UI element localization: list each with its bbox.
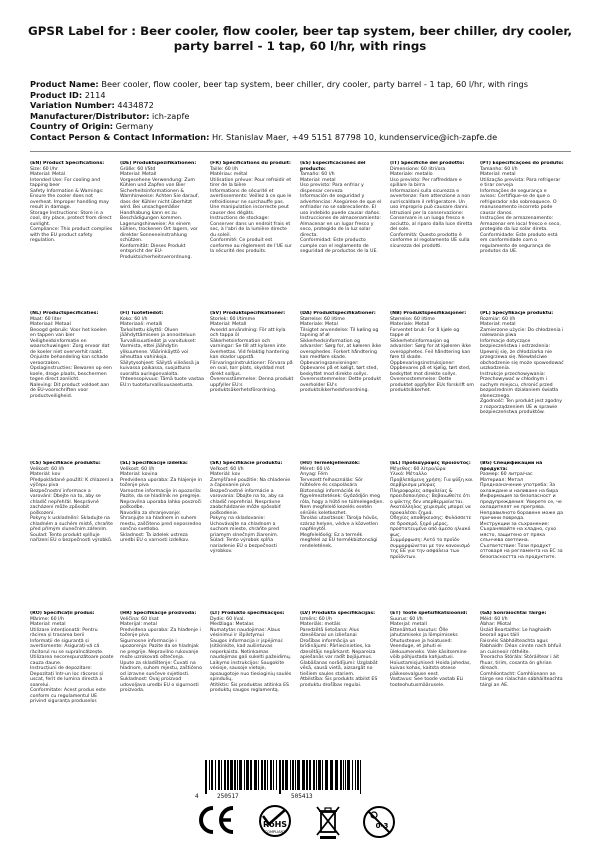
product-name-row: Product Name: Beer cooler, flow cooler, beer tap system, beer chiller, dry cooler, party barrel - 1 tap, 60 l/hr, with rings	[30, 79, 528, 89]
spec-cell	[210, 161, 300, 311]
spec-body: Velikost: 60 l/h Material: kovina Predvidena uporaba: Za hlajenje in točenje piva Varnostne informacije in opozorila: Pazite, da se hladilnik ne pregreje. Nepravilna uporaba lahko povzroči poškodbe. Navodila za shranjevanje: Shranjujte na hladnem in suhem mestu, zaščiteno pred neposredno sončno svetlobo. Skladnost: Ta izdelek ustreza uredbi EU o varnosti izdelkov.	[120, 466, 203, 543]
spec-cell	[210, 311, 300, 461]
spec-heading: (EN) Product Specifications:	[30, 161, 105, 166]
barcode-bar	[282, 760, 284, 790]
product-name: Beer cooler, flow cooler, beer tap system, beer chiller, dry cooler, party barrel - 1 tap, 60 l/hr, with rings	[101, 79, 528, 89]
barcode-bar	[340, 760, 342, 790]
variation-number: 4434872	[117, 100, 154, 111]
spec-body: Suurus: 60 l/h Materjal: metall Ettenähtud kasutus: Õlle jahutamiseks ja lõmpimiseks Ohutusteave ja hoiatused: Veenduge, et jahuti ei ülekuumeneks. Vale käsitsemine võib põhjustada kahjustusi. Hoiustamisjuhised: Hoida jahedas, kuivas kohas, kaitsta otsese päikesevalguse eest. Vastavus: See toode vastab ELi tooteohutusmäärusele.	[390, 616, 471, 688]
barcode-bar	[230, 760, 233, 790]
barcode-bar	[345, 760, 346, 790]
spec-heading: (NB) Produktspesifikasjoner:	[390, 311, 467, 316]
barcode-bar	[267, 760, 268, 790]
barcode-bar	[279, 760, 281, 794]
spec-cell	[480, 161, 570, 311]
barcode-bar	[309, 760, 311, 790]
spec-body: Méret: 60 l/ó Anyag: Fém Tervezett felhasználás: Sör hűtésére és csapolására Biztonsági információk és figyelmeztetések: Győződjön meg róla, hogy a hűtő ne túlmelegedjen. Nem megfelelő kezelés esetén sérülés keletkezhet. Tárolási utasítások: Tárolja hűvös, száraz helyen, védve a közvetlen napfénytől. Megfelelőség: Ez a termék megfelel az EU termékbiztonsági rendeletének.	[300, 466, 384, 549]
spec-cell	[300, 461, 390, 611]
ce-mark-icon	[195, 804, 237, 836]
barcode-digit-first: 4	[195, 793, 199, 800]
spec-heading: (EL) Προδιαγραφές προϊόντος:	[390, 461, 471, 466]
spec-cell	[210, 461, 300, 611]
spec-body: Størrelse: 60 l/time Materiale: Metall Forventet bruk: For å kjøle og tappe øl Sikkerhetsinformasjon og advarsler: Sørg for at kjøleren ikke overopphetes. Feil håndtering kan føre til skade. Oppbevaringsinstruksjoner: Oppbevares på et kjølig, tørt sted, beskyttet mot direkte sollys. Overensstemmelse: Dette produktet oppfyller EUs forskrift om produktsikkerhet.	[390, 316, 474, 393]
spec-heading: (NL) Productspecificaties:	[30, 311, 99, 316]
barcode-bar	[316, 760, 317, 790]
barcode-bar	[325, 760, 328, 790]
barcode-bar	[330, 760, 333, 790]
barcode-bar	[313, 760, 315, 790]
spec-heading: (CS) Specifikace produktu:	[30, 461, 101, 466]
spec-heading: (PL) Specyfikacje produktu:	[480, 311, 554, 316]
barcode-bar	[290, 760, 291, 790]
spec-cell	[480, 461, 570, 611]
barcode-bar	[205, 760, 207, 794]
barcode-bar	[239, 760, 242, 790]
spec-heading: (LT) Produkto specifikacijos:	[210, 611, 285, 616]
spec-heading: (GA) Sonraíochtaí Táirge:	[480, 611, 547, 616]
barcode-bar	[211, 760, 213, 790]
page-title: GPSR Label for : Beer cooler, flow cooler, beer tap system, beer chiller, dry cooler, party barrel - 1 tap, 60 l/hr, with rings	[28, 24, 572, 53]
barcode-bar	[352, 760, 353, 790]
spec-cell	[300, 611, 390, 761]
barcode-bar	[224, 760, 226, 790]
spec-cell	[390, 461, 480, 611]
divider	[30, 151, 571, 152]
rohs-icon	[253, 804, 297, 840]
barcode-bar	[261, 760, 263, 790]
spec-heading: (ET) Toote spetsifikatsioonid:	[390, 611, 468, 616]
spec-heading: (FI) Tuotetiedot:	[120, 311, 164, 316]
origin-row: Country of Origin: Germany	[30, 121, 154, 132]
spec-body: Размер: 60 литра/час Материал: Метал Предназначение употреба: За охлаждане и наливане на бира Информация за безопасност и предупреждения: Уверете се, че охладителят не прегрява. Неправилното боравене може да причини повреда. Инструкции за съхранение: Съхранявайте на хладно, сухо място, защитено от пряка слънчева светлина. Съответствие: Този продукт отговаря на регламента на ЕС за безопасността на продуктите.	[480, 472, 563, 560]
barcode-bar	[215, 760, 216, 790]
spec-cell	[30, 311, 120, 461]
spec-body: Tamaño: 60 l/h Material: metal Uso previsto: Para enfriar y dispensar cerveza Información de seguridad y advertencias: Asegúrese de que el enfriador no se sobrecaliente. El uso indebido puede causar daños. Instrucciones de almacenamiento: Almacenar en un lugar fresco y seco, protegido de la luz solar directa. Conformidad: Este producto cumple con el reglamento de seguridad de productos de la UE.	[300, 172, 382, 254]
manufacturer-row: Manufacturer/Distributor: ich-zapfe	[30, 110, 190, 121]
barcode-bar	[273, 760, 274, 790]
spec-heading: (SV) Produktspecifikationer:	[210, 311, 286, 316]
spec-body: Größe: 60 l/Std Material: Metall Vorgesehene Verwendung: Zum Kühlen und Zapfen von Bier Sicherheitsinformationen & Warnhinweise: Achten Sie darauf, dass der Kühler nicht überhitzt wird. Bei unsachgemäßer Handhabung kann es zu Beschädigungen kommen. Lagerungshinweise: An einem kühlen, trockenen Ort lagern, vor direkter Sonneneinstrahlung schützen. Konformität: Dieses Produkt entspricht der EU-Produktsicherheitsverordnung.	[120, 166, 199, 260]
spec-body: Size: 60 l/hr Material: Metal Intended Use: For cooling and tapping beer Safety Information & Warnings: Ensure the cooler does not overheat. Improper handling may result in damage. Storage Instructions: Store in a cool, dry place, protect from direct sunlight. Compliance: This product complies with the EU product safety regulation.	[30, 166, 113, 243]
barcode-bar	[227, 760, 229, 790]
trash-bin-crossed-icon	[313, 804, 343, 840]
spec-cell	[390, 611, 480, 761]
spec-heading: (LV) Produkta specifikācijas:	[300, 611, 375, 616]
spec-body: Storlek: 60 l/timme Material: Metall Avsedd användning: För att kyla och tappa öl Säkerhetsinformation och varningar: Se till att kylaren inte överhettas. Vid felaktig hantering kan skador uppstå. Förvaringsinstruktioner: Förvara på en sval, torr plats, skyddad mot direkt solljus. Överensstämmelse: Denna produkt uppfyller EU:s produktsäkerhetsförordning.	[210, 316, 294, 393]
spec-cell	[210, 611, 300, 761]
spec-heading: (PT) Especificações do produto:	[480, 161, 564, 166]
barcode-bar	[322, 760, 323, 790]
barcode-bars	[195, 760, 365, 794]
barcode-bar	[237, 760, 238, 790]
barcode-bar	[258, 760, 259, 790]
barcode-bar	[302, 760, 305, 790]
spec-heading: (IT) Specifiche del prodotto:	[390, 161, 465, 166]
rohs-text: RoHS	[262, 820, 288, 829]
spec-heading: (SK) Špecifikácie produktu:	[210, 461, 283, 466]
spec-cell	[120, 611, 210, 761]
spec-heading: (FR) Spécifications du produit:	[210, 161, 291, 166]
barcode-bar	[347, 760, 350, 790]
barcode-bar	[276, 760, 277, 790]
barcode-bar	[270, 760, 272, 790]
barcode-bar	[343, 760, 344, 790]
barcode-bar	[221, 760, 222, 790]
spec-heading: (HU) Termékjellemzők:	[300, 461, 360, 466]
spec-heading: (DA) Produktspecifikationer:	[300, 311, 376, 316]
compliance-icons	[195, 804, 415, 844]
barcode-bar	[292, 760, 294, 790]
spec-cell	[120, 311, 210, 461]
spec-cell	[30, 461, 120, 611]
barcode-bar	[297, 760, 300, 790]
barcode-bar	[234, 760, 236, 790]
barcode-bar	[295, 760, 296, 790]
spec-body: Mărime: 60 l/h Material: metal Utilizare intenționată: Pentru răcirea și trasarea berii Informații de siguranță și avertismente: Asigurați-vă că răcitorul nu se supraîncălzește. Utilizarea necorespunzătoare poate cauza daune. Instrucțiuni de depozitare: Depozitați într-un loc răcoros și uscat, ferit de lumina directă a soarelui. Conformitate: Acest produs este conform cu regulamentul UE privind siguranța produselor.	[30, 616, 114, 704]
spec-heading: (ES) Especificaciones del producto:	[300, 161, 366, 172]
product-id-row: Product ID: 2114	[30, 89, 106, 100]
barcode	[195, 760, 365, 800]
barcode-bar	[306, 760, 308, 790]
barcode-digits-right: 505413	[291, 793, 313, 800]
product-info	[30, 79, 575, 143]
barcode-bar	[244, 760, 245, 790]
spec-body: Veľkosť: 60 l/h Materiál: kov Zamýšľané použitie: Na chladenie a čapovanie piva Bezpečnostné informácie a varovania: Dbajte na to, aby sa chladič neprehrial. Nesprávne zaobchádzanie môže spôsobiť poškodenie. Pokyny na skladovanie: Uchovávajte na chladnom a suchom mieste, chráňte pred priamym slnečným žiarením. Súlad: Tento výrobok spĺňa nariadenie EÚ o bezpečnosti výrobkov.	[210, 466, 291, 554]
spec-body: Maat: 60 liter Materiaal: Metaal Beoogd gebruik: Voor het koelen en tappen van bier Veiligheidsinformatie en waarschuwingen: Zorg ervoor dat de koeler niet oververhit raakt. Onjuiste behandeling kan schade veroorzaken. Opslaginstructies: Bewaren op een koele, droge plaats, beschermen tegen direct zonlicht. Naleving: Dit product voldoet aan de EU-voorschriften voor productveiligheid.	[30, 316, 112, 399]
spec-heading: (DE) Produktspezifikationen:	[120, 161, 197, 166]
spec-cell	[390, 311, 480, 461]
spec-body: Dydis: 60 l/val. Medžiaga: Metalas Numatytas naudojimas: Alaus vėsinimui ir išpilstymui Saugos informacija ir įspėjimai: Įsitikinkite, kad aušintuvas neperkaista. Netinkamas naudojimas gali sukelti pažeidimų. Laikymo instrukcijos: Saugokite vėsioje, sausoje vietoje, apsaugotoje nuo tiesioginių saulės spindulių. Atitiktis: Šis produktas atitinka ES produktų saugos reglamentą.	[210, 616, 292, 693]
spec-body: Dimensione: 60 litri/ora Materiale: metallo Uso previsto: Per raffreddare e spillare la birra Informazioni sulla sicurezza e avvertenze: Fare attenzione a non surriscaldare il refrigeratore. Un uso improprio può causare danni. Istruzioni per la conservazione: Conservare in un luogo fresco e asciutto, al riparo dalla luce diretta del sole. Conformità: Questo prodotto è conforme al regolamento UE sulla sicurezza dei prodotti.	[390, 166, 473, 249]
barcode-bar	[209, 760, 210, 790]
barcode-bar	[357, 760, 359, 790]
rohs-subtext: COMPLIANT	[264, 830, 286, 834]
barcode-bar	[254, 760, 257, 790]
spec-cell	[480, 311, 570, 461]
spec-body: Izmērs: 60 l/h Materiāls: metāls Paredzētā lietošana: Alus dzesēšanai un izliešanai Drošības informācija un brīdinājumi: Pārliecinieties, ka dzesētājs nepārkarst. Nepareiza apiešanās var radīt bojājumus. Glabāšanas norādījumi: Uzglabāt vēsā, sausā vietā, aizsargāt no tiešiem saules stariem. Atbilstība: Šis produkts atbilst ES produktu drošības regulai.	[300, 616, 378, 688]
contact-row: Contact Person & Contact Information: Hr. Stanislav Maer, +49 5151 87798 10, kundenservice@ich-zapfe.de	[30, 131, 498, 142]
barcode-bar	[218, 760, 220, 790]
contact-info: Hr. Stanislav Maer, +49 5151 87798 10, kundenservice@ich-zapfe.de	[212, 131, 498, 142]
barcode-bar	[264, 760, 266, 790]
spec-cell	[30, 611, 120, 761]
spec-cell	[480, 611, 570, 761]
spec-body: Størrelse: 60 l/time Materiale: Metal Tilsigtet anvendelse: Til køling og tapning af øl Sikkerhedsinformation og advarsler: Sørg for, at køleren ikke overophedes. Forkert håndtering kan medføre skade. Opbevaringsanvisninger: Opbevares på et køligt, tørt sted, beskyttet mod direkte sollys. Overensstemmelse: Dette produkt overholder EU's produktsikkerhedsforordning.	[300, 316, 382, 393]
barcode-bar	[335, 760, 338, 790]
spec-body: Méid: 60 l/h Ábhar: Miotal Úsáid Beartaithe: Le haghaidh beoraíl agus táilí Faisnéis Sábháilteachta agus Rabhaidh: Déan cinnte nach bhfuil an cuisneoir róthéite. Treoracha Stórála: Stóráiltear i áit fhuar, tirim, cosanta ón ghrian díreach. Comhlíontacht: Comhlíonann an táirge seo rialachán sábháilteachta táirgí an AE.	[480, 616, 563, 688]
spec-heading: (SL) Specifikacije izdelka:	[120, 461, 188, 466]
spec-body: Veličina: 60 l/sat Materijal: metal Predviđena uporaba: Za hlađenje i točenje piva Sigurnosne informacije i upozorenja: Pazite da se hladnjak ne pregrije. Nepravilno rukovanje može uzrokovati oštećenja. Upute za skladištenje: Čuvati na hladnom, suhom mjestu, zaštićeno od izravne sunčeve svjetlosti. Sukladnost: Ovaj proizvod udovoljava uredbi EU o sigurnosti proizvoda.	[120, 616, 203, 693]
barcode-bar	[355, 760, 356, 790]
spec-body: Rozmiar: 60 l/h Materiał: metal Zamierzone użycie: Do chłodzenia i nalewania piwa Informacje dotyczące bezpieczeństwa i ostrzeżenia: Upewnij się, że chłodziarka nie przegrzewa się. Niewłaściwe obchodzenie się może spowodować uszkodzenia. Instrukcje przechowywania: Przechowywać w chłodnym i suchym miejscu, chronić przed bezpośrednim działaniem światła słonecznego. Zgodność: Ten produkt jest zgodny z rozporządzeniem UE w sprawie bezpieczeństwa produktów.	[480, 316, 564, 415]
spec-cell	[120, 161, 210, 311]
barcode-bar	[285, 760, 288, 790]
barcode-digits-left: 250517	[217, 793, 239, 800]
spec-heading: (RO) Specificații produs:	[30, 611, 95, 616]
barcode-bar	[246, 760, 249, 790]
spec-body: Taille: 60 l/h Matériau: métal Utilisation prévue: Pour refroidir et tirer de la bière Informations de sécurité et avertissements: Veillez à ce que le refroidisseur ne surchauffe pas. Une manipulation incorrecte peut causer des dégâts. Instructions de stockage: Conserver dans un endroit frais et sec, à l'abri de la lumière directe du soleil. Conformité: Ce produit est conforme au règlement de l'UE sur la sécurité des produits.	[210, 166, 292, 254]
age-restriction-icon	[361, 804, 397, 840]
spec-cell	[390, 161, 480, 311]
spec-cell	[120, 461, 210, 611]
barcode-bar	[360, 760, 361, 794]
spec-heading: (BG) Спецификации на продукта:	[480, 461, 543, 472]
spec-cell	[300, 161, 390, 311]
spec-body: Tamanho: 60 l/h Material: metal Utilização prevista: Para refrigerar e tirar cerveja Informações de segurança e avisos: Certifique-se de que o refrigerador não sobreaquece. O manuseamento incorreto pode causar danos. Instruções de armazenamento: Armazenar em local fresco e seco, protegido da luz solar direta. Conformidade: Este produto está em conformidade com o regulamento de segurança de produtos da UE.	[480, 166, 561, 254]
manufacturer: ich-zapfe	[152, 110, 190, 121]
spec-grid	[30, 161, 570, 761]
spec-body: Koko: 60 l/h Materiaali: metalli Tarkoitettu käyttö: Oluen jäähdyttämiseen ja annosteluun Turvallisuustiedot ja varoitukset: Varmista, ettei jäähdytin ylikuumene. Väärinkäyttö voi aiheuttaa vahinkoja. Säilytysohjeet: Säilytä viileässä ja kuivassa paikassa, suojattuna suoralta auringonvalolta. Yhteensopivuus: Tämä tuote vastaa EU:n tuoteturvallisuusasetusta.	[120, 316, 204, 388]
barcode-bar	[250, 760, 252, 790]
spec-body: Μέγεθος: 60 λίτρα/ώρα Υλικό: Μέταλλο Προβλεπόμενη χρήση: Για ψύξη και σερβίρισμα μπύρας Πληροφορίες ασφαλείας & προειδοποιήσεις: Βεβαιωθείτε ότι ο ψύκτης δεν υπερθερμαίνεται. Ακατάλληλος χειρισμός μπορεί να προκαλέσει ζημιά. Οδηγίες αποθήκευσης: Φυλάσσετε σε δροσερό, ξηρό μέρος, προστατευμένο από άμεσο ηλιακό φως. Συμμόρφωση: Αυτό το προϊόν συμμορφώνεται με τον κανονισμό της ΕΕ για την ασφάλεια των προϊόντων.	[390, 466, 473, 560]
country-of-origin: Germany	[115, 121, 154, 132]
spec-heading: (HR) Specifikacije proizvoda:	[120, 611, 197, 616]
barcode-bar	[318, 760, 321, 790]
age-text: 0-3	[375, 822, 389, 830]
spec-cell	[300, 311, 390, 461]
variation-row: Variation Number: 4434872	[30, 100, 154, 111]
product-id: 2114	[84, 89, 106, 100]
spec-cell	[30, 161, 120, 311]
spec-body: Velikost: 60 l/h Materiál: kov Předpokládané použití: K chlazení a výčepu piva Bezpečnostní informace a varování: Dbejte na to, aby se chladič nepřehřál. Nesprávné zacházení může způsobit poškození. Pokyny k uskladnění: Skladujte na chladném a suchém místě, chraňte před přímým slunečním zářením. Soulad: Tento produkt splňuje nařízení EU o bezpečnosti výrobků.	[30, 466, 114, 543]
